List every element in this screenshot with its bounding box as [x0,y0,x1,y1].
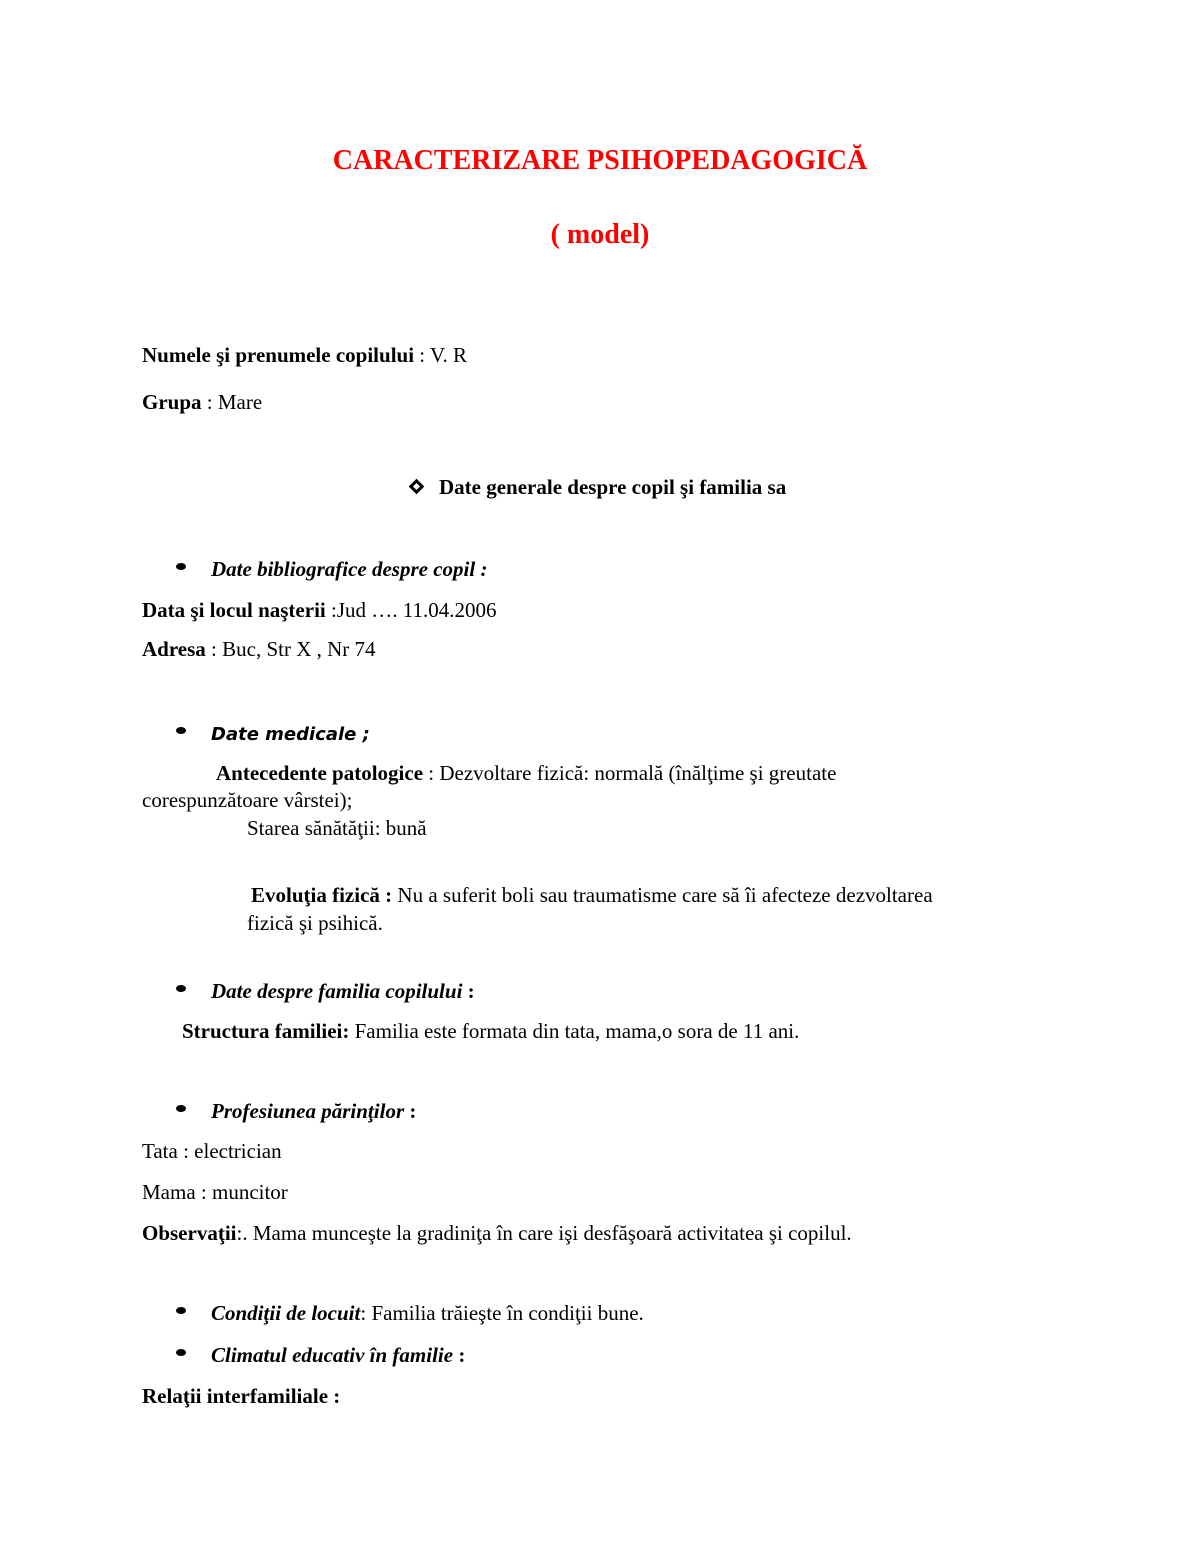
section-general-heading: Date generale despre copil şi familia sa [439,475,787,499]
bullet-icon [176,563,186,570]
bullet-icon [176,727,186,734]
biographic-heading: Date bibliografice despre copil : [211,557,488,581]
evolution-continuation: fizică şi psihică. [247,911,383,935]
living-conditions-line [211,1300,644,1326]
health-status: Starea sănătăţii: bună [247,816,427,840]
professions-heading: Profesiunea părinţilor [211,1099,405,1123]
bullet-icon [176,985,186,992]
family-heading-line [211,978,475,1004]
group-value: Mare [217,390,263,414]
address-label: Adresa [142,637,206,661]
family-structure-line [182,1018,799,1044]
observations-value: :. Mama munceşte la gradiniţa în care işi desfăşoară activitatea şi copilul. [236,1221,852,1245]
medical-heading-line [211,720,370,748]
family-structure-value: Familia este formata din tata, mama,o sora de 11 ani. [349,1019,800,1043]
climate-heading-suffix: : [453,1343,466,1367]
medical-heading: Date medicale ; [211,724,370,745]
family-heading: Date despre familia copilului [211,979,463,1003]
bullet-icon [176,1349,186,1356]
observations-label: Observaţii [142,1221,237,1245]
antecedents-value: : Dezvoltare fizică: normală (înălţime şi greutate [423,761,837,785]
living-conditions-heading: Condiţii de locuit [211,1301,361,1325]
birth-line [142,597,496,623]
child-name-value: V. R [430,343,467,367]
group-line [142,389,262,415]
address-value: : Buc, Str X , Nr 74 [205,637,376,661]
group-label: Grupa [142,390,202,414]
antecedents-line [216,760,836,786]
professions-heading-suffix: : [404,1099,417,1123]
mother-profession: Mama : muncitor [142,1180,288,1204]
observations-line [142,1220,852,1246]
antecedents-continuation: corespunzătoare vârstei); [142,788,353,812]
father-profession: Tata : electrician [142,1139,282,1163]
child-name-label: Numele şi prenumele copilului [142,343,415,367]
birth-label: Data şi locul naşterii [142,598,326,622]
family-heading-suffix: : [462,979,475,1003]
address-line [142,636,376,662]
birth-value: :Jud …. 11.04.2006 [325,598,497,622]
relations-label: Relaţii interfamiliale : [142,1384,341,1408]
living-conditions-value: : Familia trăieşte în condiţii bune. [360,1301,644,1325]
climate-heading-line [211,1342,465,1368]
evolution-value: Nu a suferit boli sau traumatisme care să îi afecteze dezvoltarea [392,883,933,907]
family-structure-label: Structura familiei: [182,1019,350,1043]
evolution-line [251,882,933,908]
bullet-icon [176,1105,186,1112]
document-title: CARACTERIZARE PSIHOPEDAGOGICĂ [332,145,868,176]
document-subtitle: ( model) [550,219,650,250]
child-name-line [142,342,467,368]
group-sep: : [201,390,218,414]
diamond-bullet-icon [409,479,425,495]
professions-heading-line [211,1098,416,1124]
climate-heading: Climatul educativ în familie [211,1343,454,1367]
antecedents-label: Antecedente patologice [216,761,424,785]
child-name-sep: : [414,343,431,367]
evolution-label: Evoluţia fizică : [251,883,393,907]
bullet-icon [176,1307,186,1314]
